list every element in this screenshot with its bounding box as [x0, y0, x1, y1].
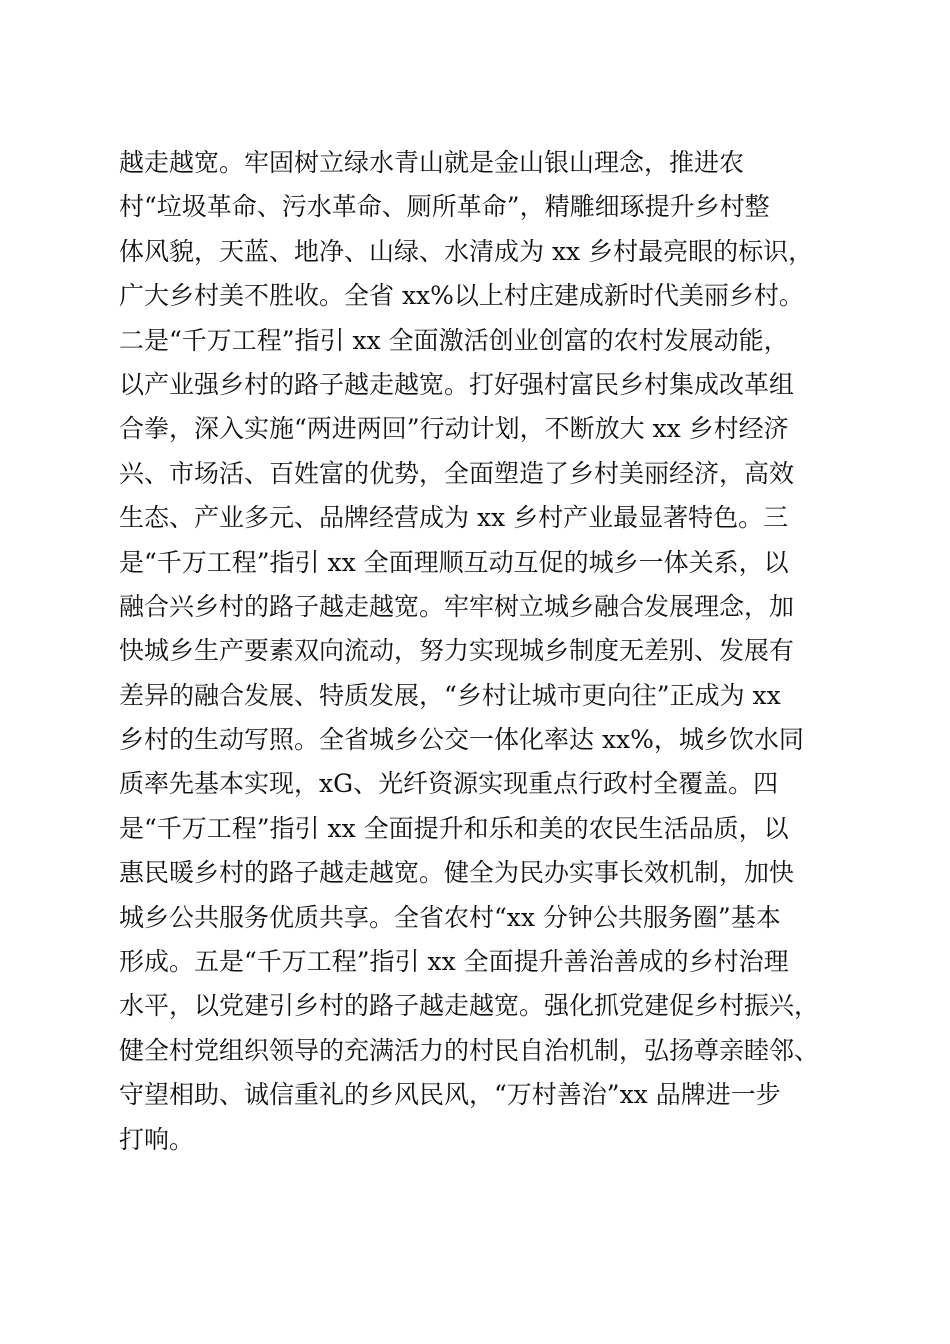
text-line: 健全村党组织领导的充满活力的村民自治机制，弘扬尊亲睦邻、 — [119, 1035, 820, 1065]
text-line: 质率先基本实现，xG、光纤资源实现重点行政村全覆盖。四 — [119, 769, 779, 799]
body-paragraph — [119, 141, 839, 1162]
text-line: 村“垃圾革命、污水革命、厕所革命”，精雕细琢提升乡村整 — [119, 192, 770, 222]
text-line: 越走越宽。牢固树立绿水青山就是金山银山理念，推进农 — [119, 148, 745, 177]
text-line: 守望相助、诚信重礼的乡风民风，“万村善治”xx 品牌进一步 — [119, 1080, 781, 1110]
text-line: 生态、产业多元、品牌经营成为 xx 乡村产业最显著特色。三 — [119, 503, 789, 533]
text-line: 二是“千万工程”指引 xx 全面激活创业创富的农村发展动能， — [119, 325, 789, 355]
text-line: 体风貌，天蓝、地净、山绿、水清成为 xx 乡村最亮眼的标识， — [119, 236, 814, 266]
text-line: 形成。五是“千万工程”指引 xx 全面提升善治善成的乡村治理 — [119, 947, 789, 977]
text-line: 广大乡村美不胜收。全省 xx%以上村庄建成新时代美丽乡村。 — [119, 281, 804, 311]
text-line: 是“千万工程”指引 xx 全面提升和乐和美的农民生活品质，以 — [119, 813, 789, 843]
text-line: 差异的融合发展、特质发展，“乡村让城市更向往”正成为 xx — [119, 680, 781, 710]
text-line: 水平，以党建引乡村的路子越走越宽。强化抓党建促乡村振兴， — [119, 991, 820, 1021]
text-line: 城乡公共服务优质共享。全省农村“xx 分钟公共服务圈”基本 — [119, 902, 781, 932]
text-line: 惠民暖乡村的路子越走越宽。健全为民办实事长效机制，加快 — [119, 858, 795, 888]
text-line: 兴、市场活、百姓富的优势，全面塑造了乡村美丽经济，高效 — [119, 458, 795, 488]
text-line: 合拳，深入实施“两进两回”行动计划，不断放大 xx 乡村经济 — [119, 414, 789, 444]
text-line: 是“千万工程”指引 xx 全面理顺互动互促的城乡一体关系，以 — [119, 547, 789, 577]
text-line: 以产业强乡村的路子越走越宽。打好强村富民乡村集成改革组 — [119, 369, 795, 399]
text-line: 打响。 — [119, 1124, 195, 1154]
text-line: 乡村的生动写照。全省城乡公交一体化率达 xx%，城乡饮水同 — [119, 725, 804, 755]
text-line: 融合兴乡村的路子越走越宽。牢牢树立城乡融合发展理念，加 — [119, 591, 795, 621]
text-line: 快城乡生产要素双向流动，努力实现城乡制度无差别、发展有 — [119, 636, 795, 666]
